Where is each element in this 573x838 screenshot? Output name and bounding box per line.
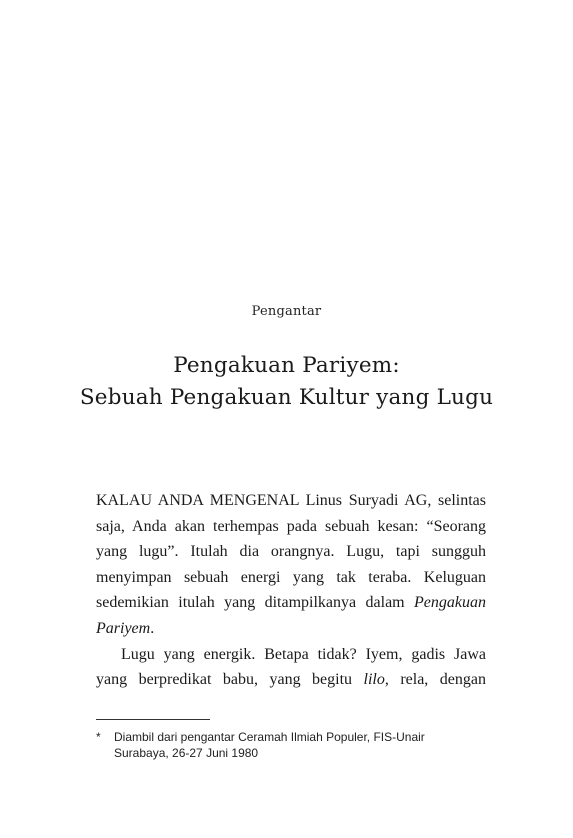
p2-line-2-text: yang berpredikat babu, yang begitu: [96, 671, 364, 689]
chapter-title-line-2: Sebuah Pengakuan Kultur yang Lugu: [79, 385, 494, 410]
p1-line-5: [96, 590, 486, 616]
footnote-divider: [96, 719, 210, 720]
italic-word: lilo: [363, 671, 385, 689]
p1-line-6: [96, 616, 486, 642]
p1-line-3: yang lugu”. Itulah dia orangnya. Lugu, tapi sungguh: [96, 543, 486, 561]
footnote-mark: *: [96, 730, 101, 744]
p1-line-1: KALAU ANDA MENGENAL Linus Suryadi AG, selintas: [96, 492, 486, 509]
body-text: [96, 488, 486, 693]
footnote-line-1: Diambil dari pengantar Ceramah Ilmiah Populer, FIS-Unair: [114, 730, 425, 744]
paragraph-1: [96, 488, 486, 642]
p1-line-5-text: sedemikian itulah yang ditampilkanya dalam: [96, 594, 415, 612]
book-title-italic-cont: Pariyem: [96, 619, 151, 637]
p2-line-2-end: , rela, dengan: [384, 671, 486, 689]
section-label: Pengantar: [251, 304, 322, 319]
chapter-title: [0, 350, 573, 414]
p1-line-4: menyimpan sebuah energi yang tak teraba. Keluguan: [96, 568, 486, 586]
book-title-italic: Pengakuan: [414, 594, 486, 612]
chapter-title-line-1: Pengakuan Pariyem:: [173, 353, 400, 378]
paragraph-2: [96, 642, 486, 693]
p2-line-1: Lugu yang energik. Betapa tidak? Iyem, gadis Jawa: [121, 645, 486, 663]
p2-line-2: [96, 667, 486, 693]
footnote: [96, 730, 486, 761]
p1-line-6-punct: .: [150, 619, 155, 637]
footnote-line-2: Surabaya, 26-27 Juni 1980: [114, 745, 259, 760]
p1-line-2: saja, Anda akan terhempas pada sebuah kesan: “Seorang: [96, 517, 486, 535]
footnote-text: [114, 730, 486, 761]
